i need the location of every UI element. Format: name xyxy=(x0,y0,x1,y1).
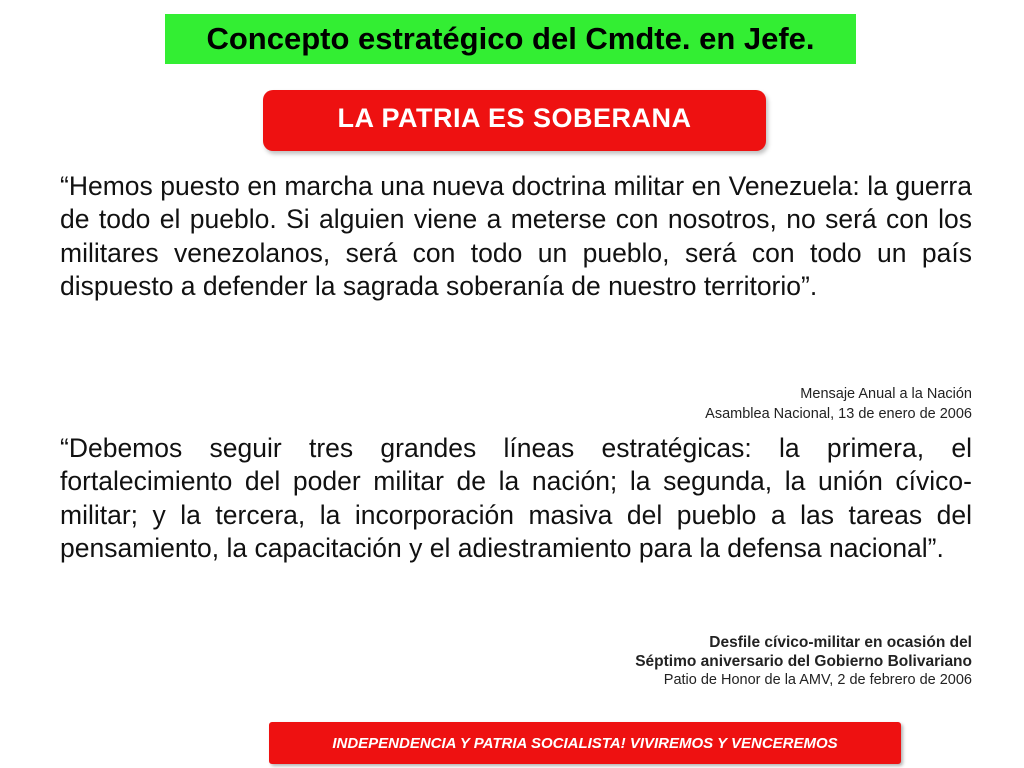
slide-title: Concepto estratégico del Cmdte. en Jefe. xyxy=(165,14,856,64)
footer-banner: INDEPENDENCIA Y PATRIA SOCIALISTA! VIVIREMOS Y VENCEREMOS xyxy=(269,722,901,764)
source-line: Mensaje Anual a la Nación xyxy=(800,386,972,402)
source-line: Séptimo aniversario del Gobierno Bolivariano xyxy=(635,653,972,670)
subtitle-box: LA PATRIA ES SOBERANA xyxy=(263,90,766,151)
source-line: Desfile cívico-militar en ocasión del xyxy=(709,634,972,651)
quote-source xyxy=(635,633,972,690)
source-line: Patio de Honor de la AMV, 2 de febrero de 2006 xyxy=(663,672,972,688)
quote-text: “Debemos seguir tres grandes líneas estratégicas: la primera, el fortalecimiento del poder militar de la nación; la segunda, la unión cívico-militar; y la tercera, la incorporación masiva del pueblo a las tareas del pensamiento, la capacitación y el adiestramiento para la defensa nacional”. xyxy=(60,433,972,564)
quote-text: “Hemos puesto en marcha una nueva doctrina militar en Venezuela: la guerra de todo el pueblo. Si alguien viene a meterse con nosotros, no será con los militares venezolanos, será con todo un pueblo, será con todo un país dispuesto a defender la sagrada soberanía de nuestro territorio”. xyxy=(60,171,972,302)
source-line: Asamblea Nacional, 13 de enero de 2006 xyxy=(705,406,972,422)
quote-source xyxy=(705,384,972,424)
